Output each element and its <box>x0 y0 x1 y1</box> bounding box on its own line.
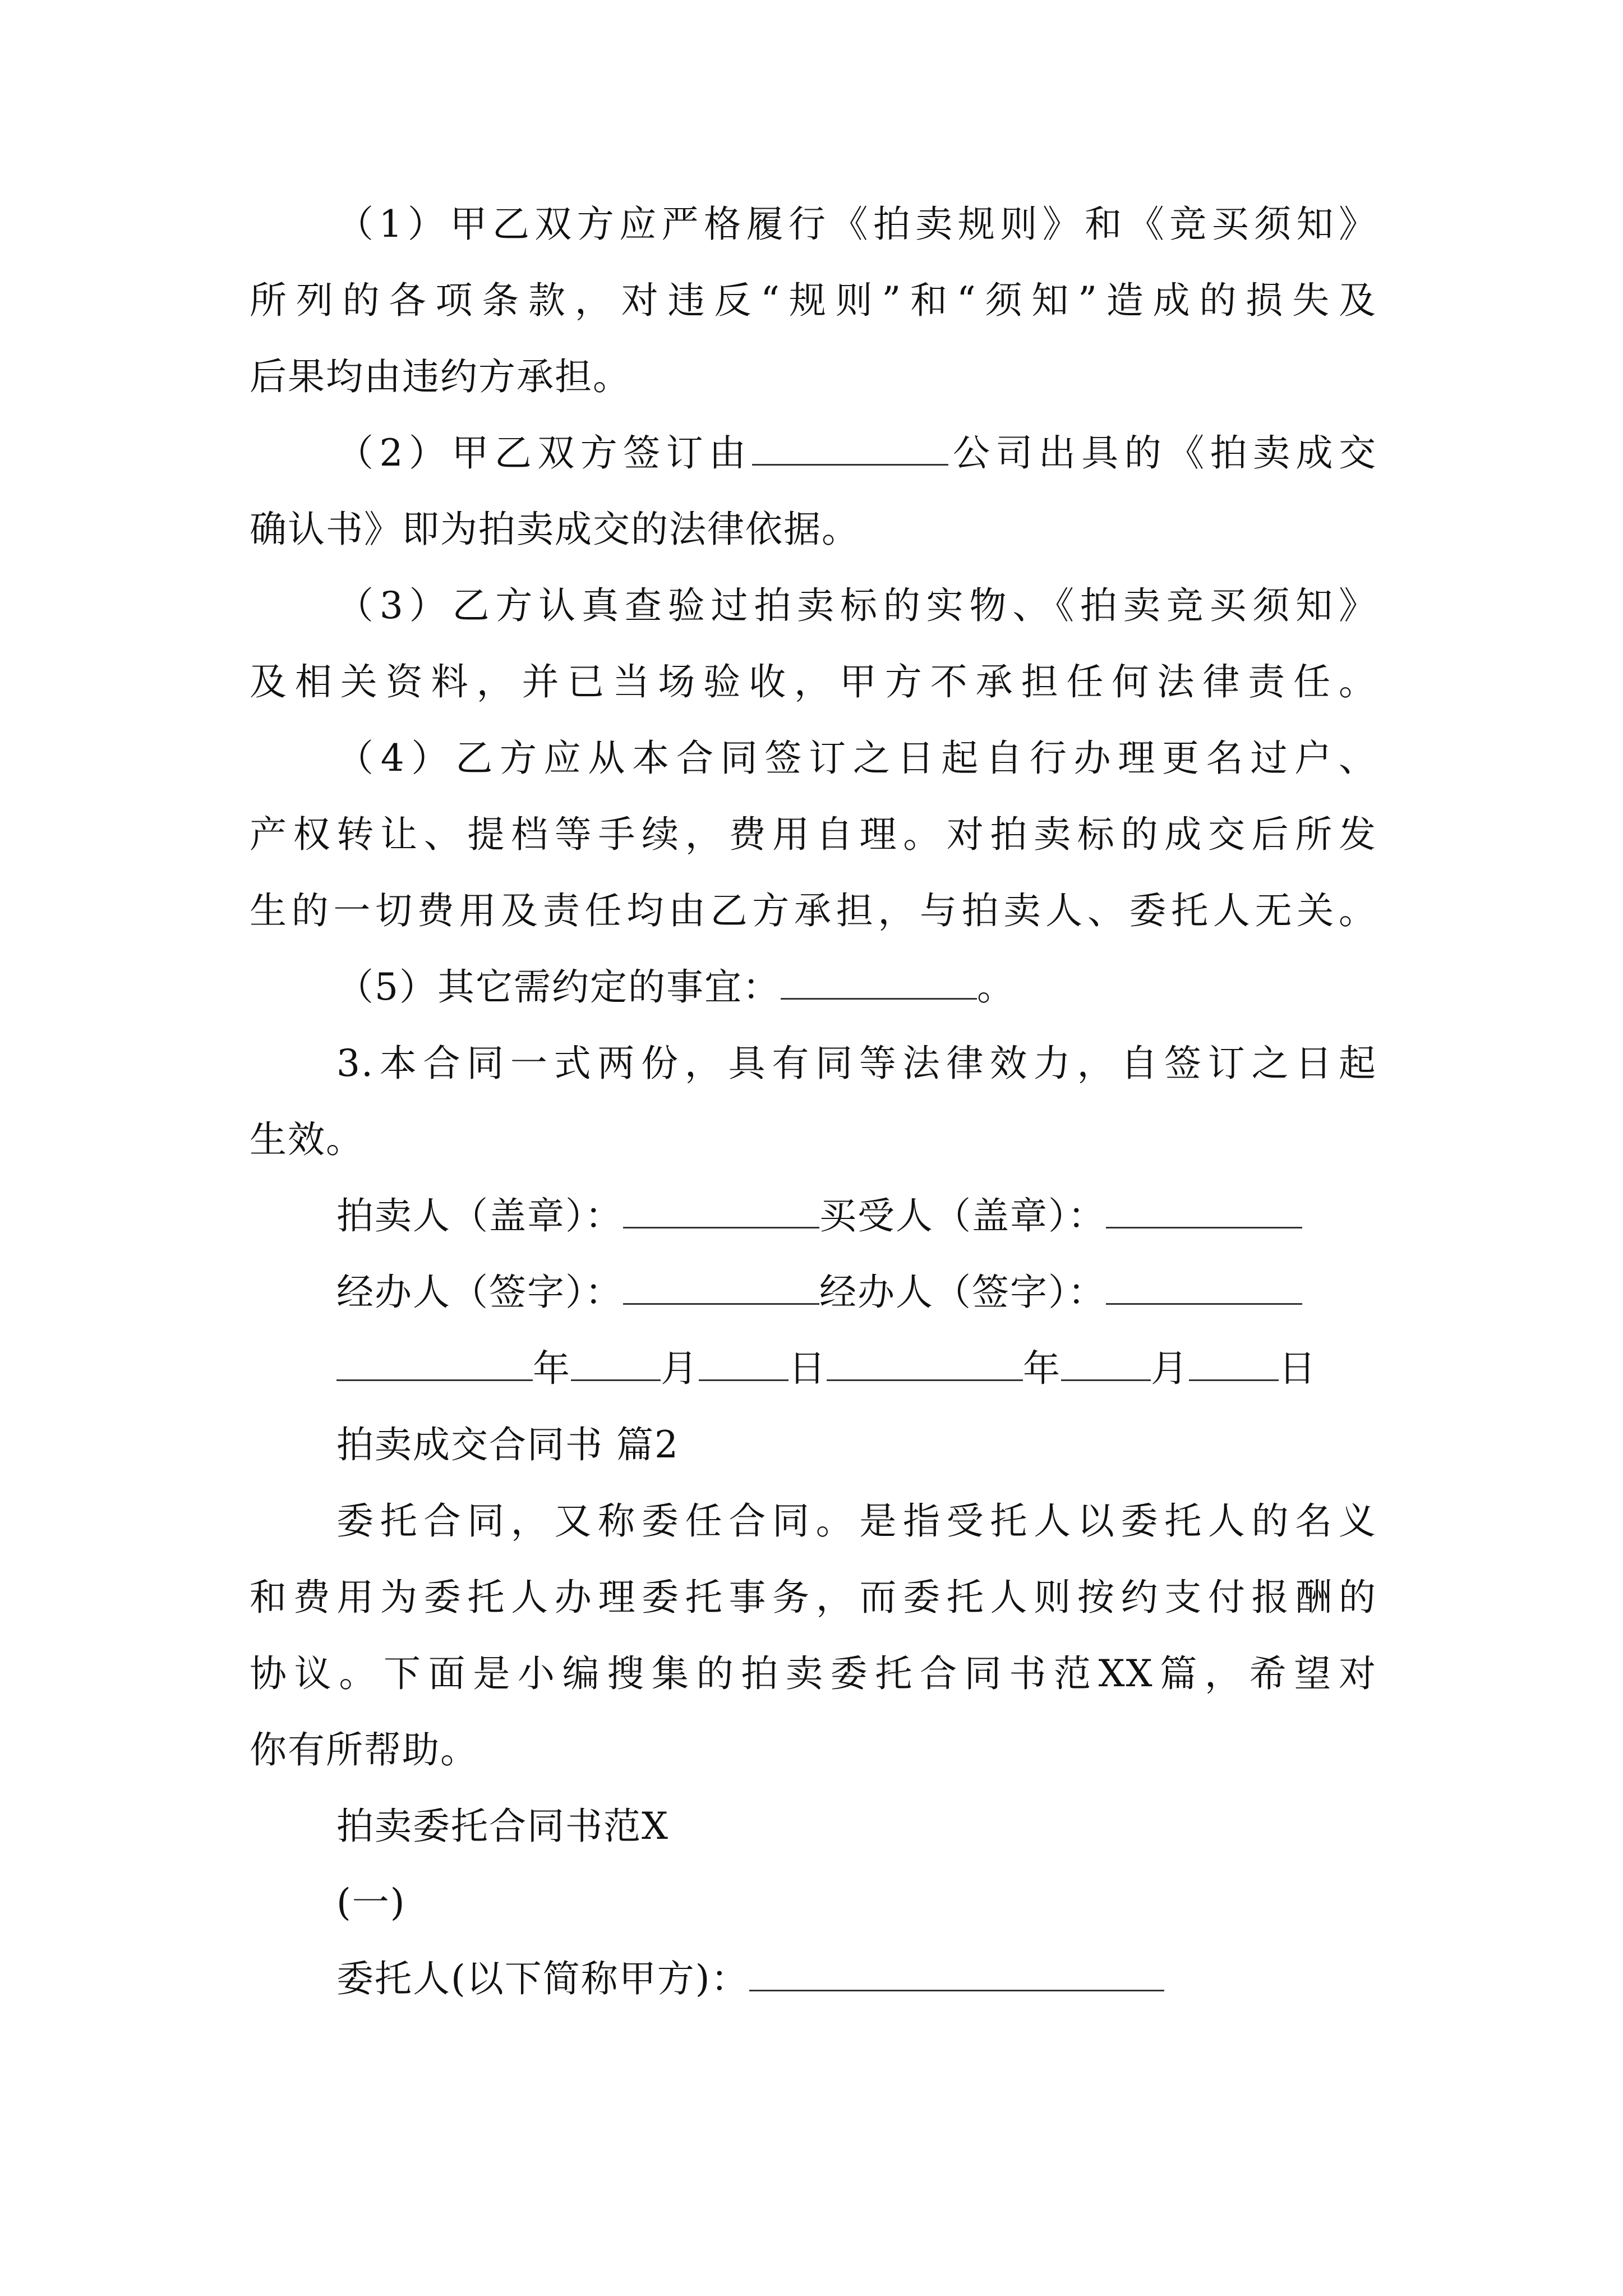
agent-signature-blank-1 <box>623 1268 819 1305</box>
month-blank-2 <box>1061 1345 1151 1381</box>
clause-4-line-1: （4）乙方应从本合同签订之日起自行办理更名过户、 <box>336 737 1377 780</box>
clause-4-line-2: 产权转让、提档等手续，费用自理。对拍卖标的成交后所发 <box>250 813 1377 856</box>
clause-2-line-2: 确认书》即为拍卖成交的法律依据。 <box>250 508 860 551</box>
clause-1-line-2: 所列的各项条款，对违反“规则”和“须知”造成的损失及 <box>250 279 1377 322</box>
day-label-2: 日 <box>1279 1347 1317 1390</box>
clause-3-line-1: （3）乙方认真查验过拍卖标的实物、《拍卖竞买须知》 <box>336 584 1377 627</box>
agent-signature-blank-2 <box>1106 1268 1302 1305</box>
part-number: (一) <box>336 1881 406 1924</box>
year-blank-1 <box>336 1345 533 1381</box>
intro-line-4: 你有所帮助。 <box>250 1728 478 1772</box>
year-label-2: 年 <box>1023 1347 1061 1390</box>
day-blank-1 <box>699 1345 789 1381</box>
company-blank <box>752 429 948 466</box>
principal-blank <box>749 1955 1164 1991</box>
section-heading: 拍卖成交合同书 篇2 <box>336 1423 679 1466</box>
day-label-1: 日 <box>789 1347 827 1390</box>
clause-5-line <box>336 963 1377 1012</box>
other-matters-blank <box>781 963 977 1000</box>
buyer-seal-label: 买受人（盖章）： <box>819 1194 1106 1237</box>
buyer-seal-blank <box>1106 1192 1302 1228</box>
clause-2-text-a: （2）甲乙双方签订由 <box>336 431 752 475</box>
clause-5-end: 。 <box>977 965 1015 1009</box>
item-3-line-1: 3.本合同一式两份，具有同等法律效力，自签订之日起 <box>336 1042 1377 1085</box>
day-blank-2 <box>1189 1345 1279 1381</box>
month-label-2: 月 <box>1151 1347 1189 1390</box>
intro-line-2: 和费用为委托人办理委托事务，而委托人则按约支付报酬的 <box>250 1576 1377 1619</box>
clause-1-line-1: （1）甲乙双方应严格履行《拍卖规则》和《竞买须知》 <box>336 203 1377 246</box>
clause-5-text: （5）其它需约定的事宜： <box>336 965 781 1009</box>
month-label-1: 月 <box>661 1347 699 1390</box>
intro-line-3: 协议。下面是小编搜集的拍卖委托合同书范XX篇，希望对 <box>250 1652 1377 1695</box>
month-blank-1 <box>571 1345 661 1381</box>
clause-1-line-3: 后果均由违约方承担。 <box>250 355 631 398</box>
principal-label: 委托人(以下简称甲方)： <box>336 1957 749 2000</box>
auctioneer-seal-blank <box>623 1192 819 1228</box>
date-line <box>336 1344 1377 1393</box>
intro-line-1: 委托合同，又称委任合同。是指受托人以委托人的名义 <box>336 1499 1377 1543</box>
year-blank-2 <box>827 1345 1023 1381</box>
item-3-line-2: 生效。 <box>250 1118 364 1161</box>
auctioneer-seal-label: 拍卖人（盖章）： <box>336 1194 623 1237</box>
principal-line <box>336 1954 1377 2004</box>
subheading: 拍卖委托合同书范X <box>336 1805 669 1848</box>
year-label-1: 年 <box>533 1347 571 1390</box>
clause-3-line-2: 及相关资料，并已当场验收，甲方不承担任何法律责任。 <box>250 660 1377 703</box>
clause-2-text-b: 公司出具的《拍卖成交 <box>948 431 1377 475</box>
clause-2-line-1 <box>336 429 1377 478</box>
clause-4-line-3: 生的一切费用及责任均由乙方承担，与拍卖人、委托人无关。 <box>250 889 1377 932</box>
seal-line <box>336 1191 1377 1241</box>
agent-signature-label-1: 经办人（签字）： <box>336 1271 623 1314</box>
signature-line <box>336 1268 1377 1317</box>
agent-signature-label-2: 经办人（签字）： <box>819 1271 1106 1314</box>
